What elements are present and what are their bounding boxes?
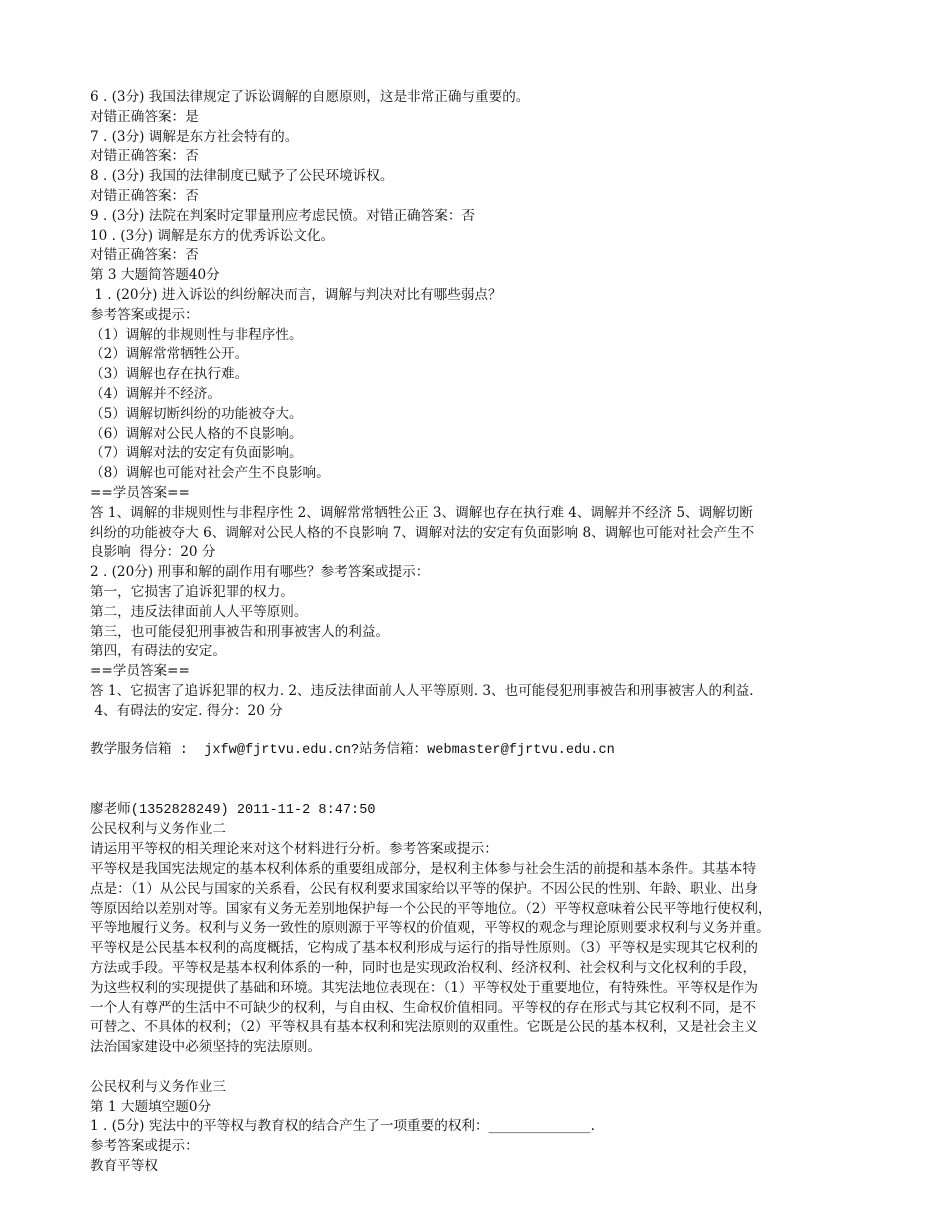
reference-item: （8）调解也可能对社会产生不良影响。 xyxy=(90,465,330,482)
question-8: 8 . (3分) 我国的法律制度已赋予了公民环境诉权。 xyxy=(90,168,394,185)
section-true-false-and-short-answer xyxy=(90,88,880,722)
analysis-line: 点是：（1）从公民与国家的关系看，公民有权利要求国家给以平等的保护。不因公民的性别、年龄、职业、出身 xyxy=(90,880,758,897)
question-7: 7 . (3分) 调解是东方社会特有的。 xyxy=(90,128,299,145)
reference-item: （3）调解也存在执行难。 xyxy=(90,366,249,383)
reference-item: （4）调解并不经济。 xyxy=(90,385,221,402)
reference-item: （2）调解常常牺牲公开。 xyxy=(90,346,249,363)
question-10: 10 . (3分) 调解是东方的优秀诉讼文化。 xyxy=(90,227,335,244)
reference-item: （7）调解对法的安定有负面影响。 xyxy=(90,445,303,462)
analysis-line: 平等权是公民基本权利的高度概括，它构成了基本权利形成与运行的指导性原则。（3）平等权是实现其它权利的 xyxy=(90,940,758,957)
student-answer-line: 答 1、调解的非规则性与非程序性 2、调解常常牺牲公正 3、调解也存在执行难 4、调解并不经济 5、调解切断 xyxy=(90,504,753,521)
section-assignment-three xyxy=(90,1078,880,1177)
spacer xyxy=(90,722,880,742)
student-answer-label: ==学员答案== xyxy=(90,663,190,680)
reference-item: （1）调解的非规则性与非程序性。 xyxy=(90,326,303,343)
student-answer-line: 答 1、它损害了追诉犯罪的权力. 2、违反法律面前人人平等原则. 3、也可能侵犯刑事被告和刑事被害人的利益. xyxy=(90,682,754,699)
reference-label: 参考答案或提示： xyxy=(90,1138,199,1155)
student-answer-line: 良影响 得分：20 分 xyxy=(90,544,216,561)
section-heading-short-answer: 第 3 大题简答题40分 xyxy=(90,267,220,284)
analysis-line: 可替之、不具体的权利；（2）平等权具有基本权利和宪法原则的双重性。它既是公民的基本权利，又是社会主义 xyxy=(90,1019,758,1036)
student-answer-line: 纠纷的功能被夺大 6、调解对公民人格的不良影响 7、调解对法的安定有负面影响 8、调解也可能对社会产生不 xyxy=(90,524,755,541)
analysis-line: 等原因给以差别对等。国家有义务无差别地保护每一个公民的平等地位。（2）平等权意味着公民平等地行使权利， xyxy=(90,900,772,917)
teacher-message-header: 廖老师(1352828249) 2011-11-2 8:47:50 xyxy=(90,802,376,818)
reference-answer: 教育平等权 xyxy=(90,1158,158,1175)
reference-item: （6）调解对公民人格的不良影响。 xyxy=(90,425,303,442)
reference-item: 第一，它损害了追诉犯罪的权力。 xyxy=(90,583,294,600)
short-question-2: 2 . (20分) 刑事和解的副作用有哪些？参考答案或提示： xyxy=(90,564,430,581)
reference-item: （5）调解切断纠纷的功能被夺大。 xyxy=(90,405,303,422)
analysis-line: 为这些权利的实现提供了基础和环境。其宪法地位表现在：（1）平等权处于重要地位，有特殊性。平等权是作为 xyxy=(90,979,758,996)
answer-7: 对错正确答案：否 xyxy=(90,148,199,165)
question-6: 6 . (3分) 我国法律规定了诉讼调解的自愿原则，这是非常正确与重要的。 xyxy=(90,89,530,105)
student-answer-label: ==学员答案== xyxy=(90,484,190,501)
assignment-title: 公民权利与义务作业二 xyxy=(90,821,226,838)
fill-blank-question-1: 1 . (5分) 宪法中的平等权与教育权的结合产生了一项重要的权利：_______________. xyxy=(90,1118,595,1135)
contact-emails: 教学服务信箱 : jxfw@fjrtvu.edu.cn?站务信箱：webmaster@fjrtvu.edu.cn xyxy=(90,743,615,759)
reference-item: 第四，有碍法的安定。 xyxy=(90,643,226,660)
analysis-line: 方法或手段。平等权是基本权利体系的一种，同时也是实现政治权利、经济权利、社会权利与文化权利的手段， xyxy=(90,960,757,977)
section-assignment-two xyxy=(90,801,880,1058)
section-heading-fill-blank: 第 1 大题填空题0分 xyxy=(90,1098,212,1115)
reference-label: 参考答案或提示： xyxy=(90,306,199,323)
analysis-line: 平等地履行义务。权利与义务一致性的原则源于平等权的价值观，平等权的观念与理论原则要求权利与义务并重。 xyxy=(90,920,770,937)
question-9: 9 . (3分) 法院在判案时定罪量刑应考虑民愤。对错正确答案：否 xyxy=(90,207,476,224)
assignment-title: 公民权利与义务作业三 xyxy=(90,1078,226,1095)
reference-item: 第三，也可能侵犯刑事被告和刑事被害人的利益。 xyxy=(90,623,390,640)
document-page xyxy=(90,88,880,1177)
short-question-1: 1 . (20分) 进入诉讼的纠纷解决而言，调解与判决对比有哪些弱点？ xyxy=(90,286,502,303)
analysis-line: 法治国家建设中必须坚持的宪法原则。 xyxy=(90,1039,322,1056)
answer-6: 对错正确答案：是 xyxy=(90,108,199,125)
answer-10: 对错正确答案：否 xyxy=(90,247,199,264)
analysis-line: 一个人有尊严的生活中不可缺少的权利，与自由权、生命权价值相同。平等权的存在形式与其它权利不同，是不 xyxy=(90,999,757,1016)
reference-item: 第二，违反法律面前人人平等原则。 xyxy=(90,603,308,620)
analysis-line: 平等权是我国宪法规定的基本权利体系的重要组成部分，是权利主体参与社会生活的前提和基本条件。其基本特 xyxy=(90,861,757,878)
spacer xyxy=(90,781,880,801)
assignment-prompt: 请运用平等权的相关理论来对这个材料进行分析。参考答案或提示： xyxy=(90,841,498,858)
answer-8: 对错正确答案：否 xyxy=(90,187,199,204)
spacer xyxy=(90,1058,880,1078)
student-answer-line: 4、有碍法的安定. 得分：20 分 xyxy=(90,702,283,719)
spacer xyxy=(90,761,880,781)
